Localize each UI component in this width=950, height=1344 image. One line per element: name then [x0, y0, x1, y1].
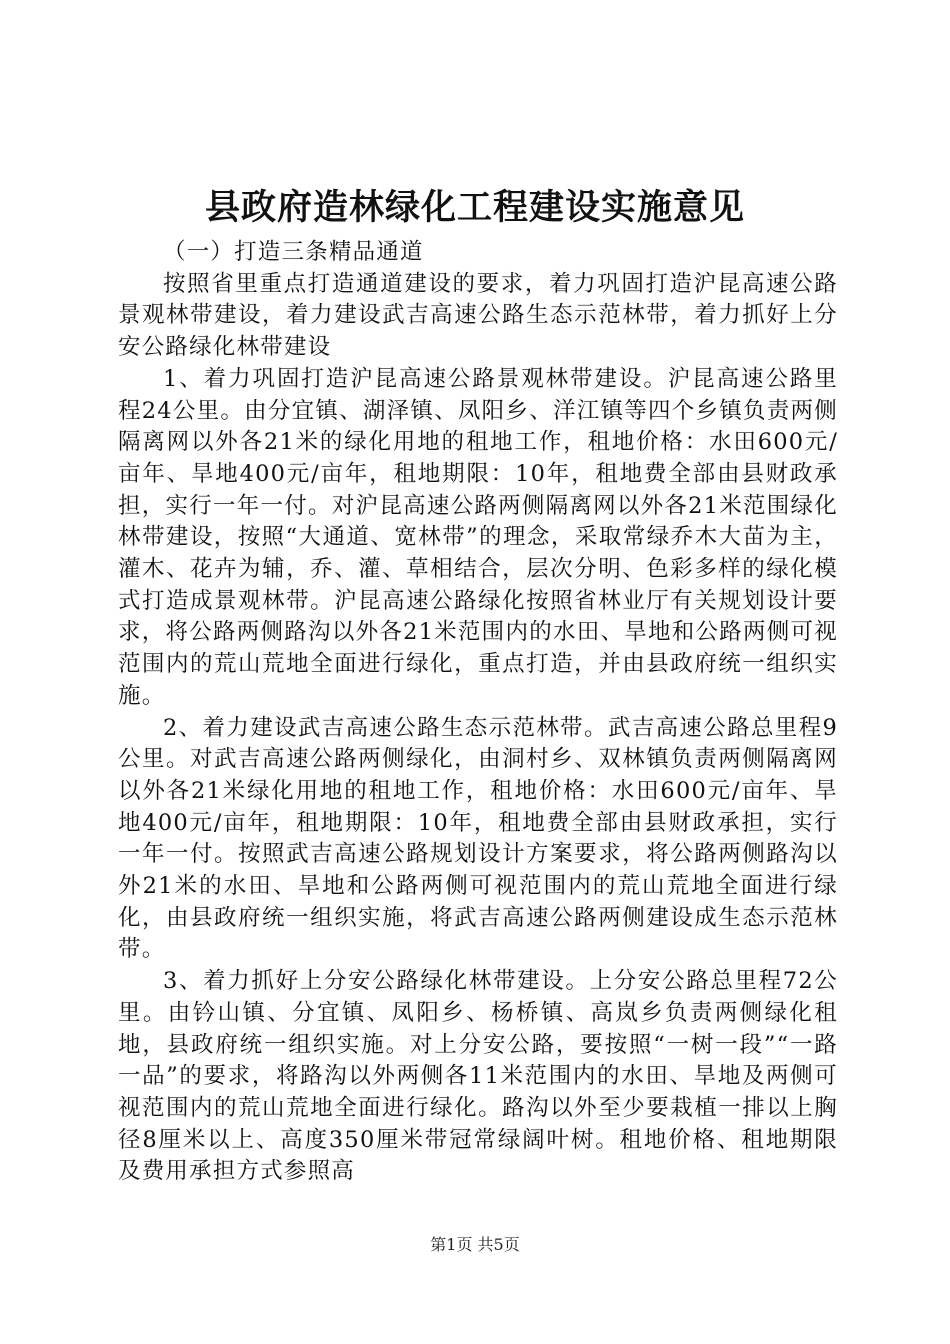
- paragraph-intro: 按照省里重点打造通道建设的要求，着力巩固打造沪昆高速公路景观林带建设，着力建设武吉高速公路生态示范林带，着力抓好上分安公路绿化林带建设: [118, 270, 838, 361]
- document-title: 县政府造林绿化工程建设实施意见: [204, 187, 745, 228]
- paragraph-item-1: 1、着力巩固打造沪昆高速公路景观林带建设。沪昆高速公路里程24公里。由分宜镇、湖泽镇、凤阳乡、洋江镇等四个乡镇负责两侧隔离网以外各21米的绿化用地的租地工作，租地价格：水田600元/亩年、旱地400元/亩年，租地期限：10年，租地费全部由县财政承担，实行一年一付。对沪昆高速公路两侧隔离网以外各21米范围绿化林带建设，按照“大通道、宽林带”的理念，采取常绿乔木大苗为主，灌木、花卉为辅，乔、灌、草相结合，层次分明、色彩多样的绿化模式打造成景观林带。沪昆高速公路绿化按照省林业厅有关规划设计要求，将公路两侧路沟以外各21米范围内的水田、旱地和公路两侧可视范围内的荒山荒地全面进行绿化，重点打造，并由县政府统一组织实施。: [118, 365, 838, 709]
- paragraph-item-3: 3、着力抓好上分安公路绿化林带建设。上分安公路总里程72公里。由钤山镇、分宜镇、凤阳乡、杨桥镇、高岚乡负责两侧绿化租地，县政府统一组织实施。对上分安公路，要按照“一树一段”“一路一品”的要求，将路沟以外两侧各11米范围内的水田、旱地及两侧可视范围内的荒山荒地全面进行绿化。路沟以外至少要栽植一排以上胸径8厘米以上、高度350厘米带冠常绿阔叶树。租地价格、租地期限及费用承担方式参照高: [118, 968, 838, 1185]
- paragraph-item-2: 2、着力建设武吉高速公路生态示范林带。武吉高速公路总里程9公里。对武吉高速公路两侧绿化，由洞村乡、双林镇负责两侧隔离网以外各21米绿化用地的租地工作，租地价格：水田600元/亩年、旱地400元/亩年，租地期限：10年，租地费全部由县财政承担，实行一年一付。按照武吉高速公路规划设计方案要求，将公路两侧路沟以外21米的水田、旱地和公路两侧可视范围内的荒山荒地全面进行绿化，由县政府统一组织实施，将武吉高速公路两侧建设成生态示范林带。: [118, 714, 838, 963]
- document-body: [118, 237, 838, 1188]
- section-heading: （一）打造三条精品通道: [163, 239, 424, 265]
- page-footer: 第1页 共5页: [430, 1235, 520, 1254]
